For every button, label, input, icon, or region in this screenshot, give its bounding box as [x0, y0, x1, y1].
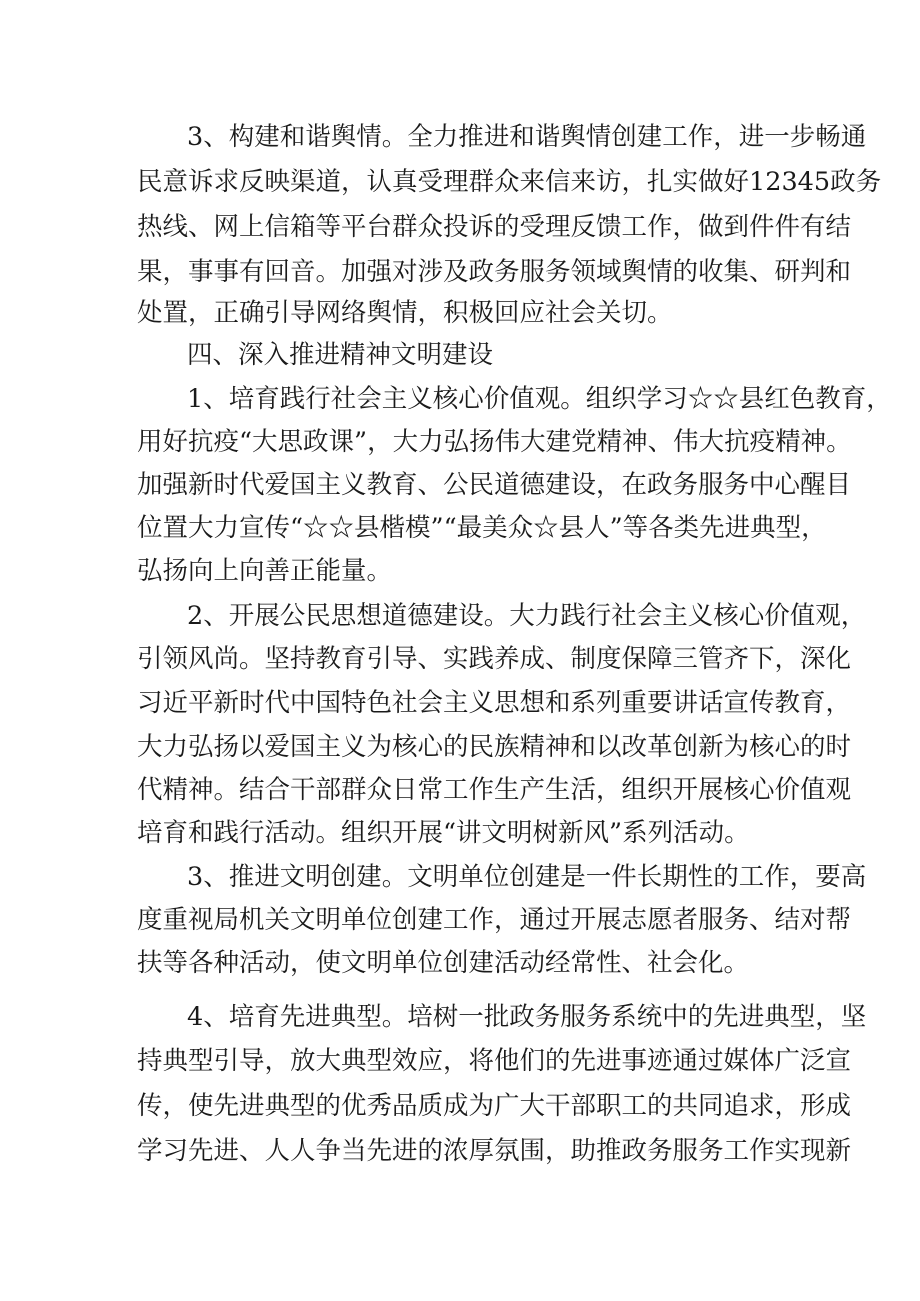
text-line-19: 度重视局机关文明单位创建工作，通过开展志愿者服务、结对帮	[137, 905, 852, 935]
text-line-8: 用好抗疫“大思政课”，大力弘扬伟大建党精神、伟大抗疫精神。	[137, 427, 852, 457]
text-line-11: 弘扬向上向善正能量。	[137, 556, 393, 586]
text-line-18: 3、推进文明创建。文明单位创建是一件长期性的工作，要高	[187, 862, 867, 892]
text-line-10: 位置大力宣传“☆☆县楷模”“最美众☆县人”等各类先进典型，	[137, 513, 827, 543]
text-line-17: 培育和践行活动。组织开展“讲文明树新风”系列活动。	[137, 818, 750, 848]
text-line-5: 处置，正确引导网络舆情，积极回应社会关切。	[137, 298, 673, 328]
text-line-14: 习近平新时代中国特色社会主义思想和系列重要讲话宣传教育，	[137, 688, 852, 718]
text-line-22: 持典型引导，放大典型效应，将他们的先进事迹通过媒体广泛宣	[137, 1046, 852, 1076]
text-line-15: 大力弘扬以爱国主义为核心的民族精神和以改革创新为核心的时	[137, 732, 852, 762]
text-line-12: 2、开展公民思想道德建设。大力践行社会主义核心价值观，	[187, 601, 867, 631]
text-line-24: 学习先进、人人争当先进的浓厚氛围，助推政务服务工作实现新	[137, 1136, 852, 1166]
text-line-7: 1、培育践行社会主义核心价值观。组织学习☆☆县红色教育，	[187, 384, 892, 414]
text-line-23: 传，使先进典型的优秀品质成为广大干部职工的共同追求，形成	[137, 1091, 852, 1121]
text-line-1: 3、构建和谐舆情。全力推进和谐舆情创建工作，进一步畅通	[187, 122, 867, 152]
text-line-21: 4、培育先进典型。培树一批政务服务系统中的先进典型，坚	[187, 1002, 867, 1032]
text-line-13: 引领风尚。坚持教育引导、实践养成、制度保障三管齐下，深化	[137, 644, 852, 674]
text-line-4: 果，事事有回音。加强对涉及政务服务领域舆情的收集、研判和	[137, 257, 852, 287]
section-heading: 四、深入推进精神文明建设	[187, 340, 494, 370]
text-line-2: 民意诉求反映渠道，认真受理群众来信来访，扎实做好12345政务	[137, 167, 882, 197]
text-line-16: 代精神。结合干部群众日常工作生产生活，组织开展核心价值观	[137, 775, 852, 805]
text-line-9: 加强新时代爱国主义教育、公民道德建设，在政务服务中心醒目	[137, 470, 852, 500]
text-line-3: 热线、网上信箱等平台群众投诉的受理反馈工作，做到件件有结	[137, 212, 852, 242]
text-line-20: 扶等各种活动，使文明单位创建活动经常性、社会化。	[137, 948, 750, 978]
